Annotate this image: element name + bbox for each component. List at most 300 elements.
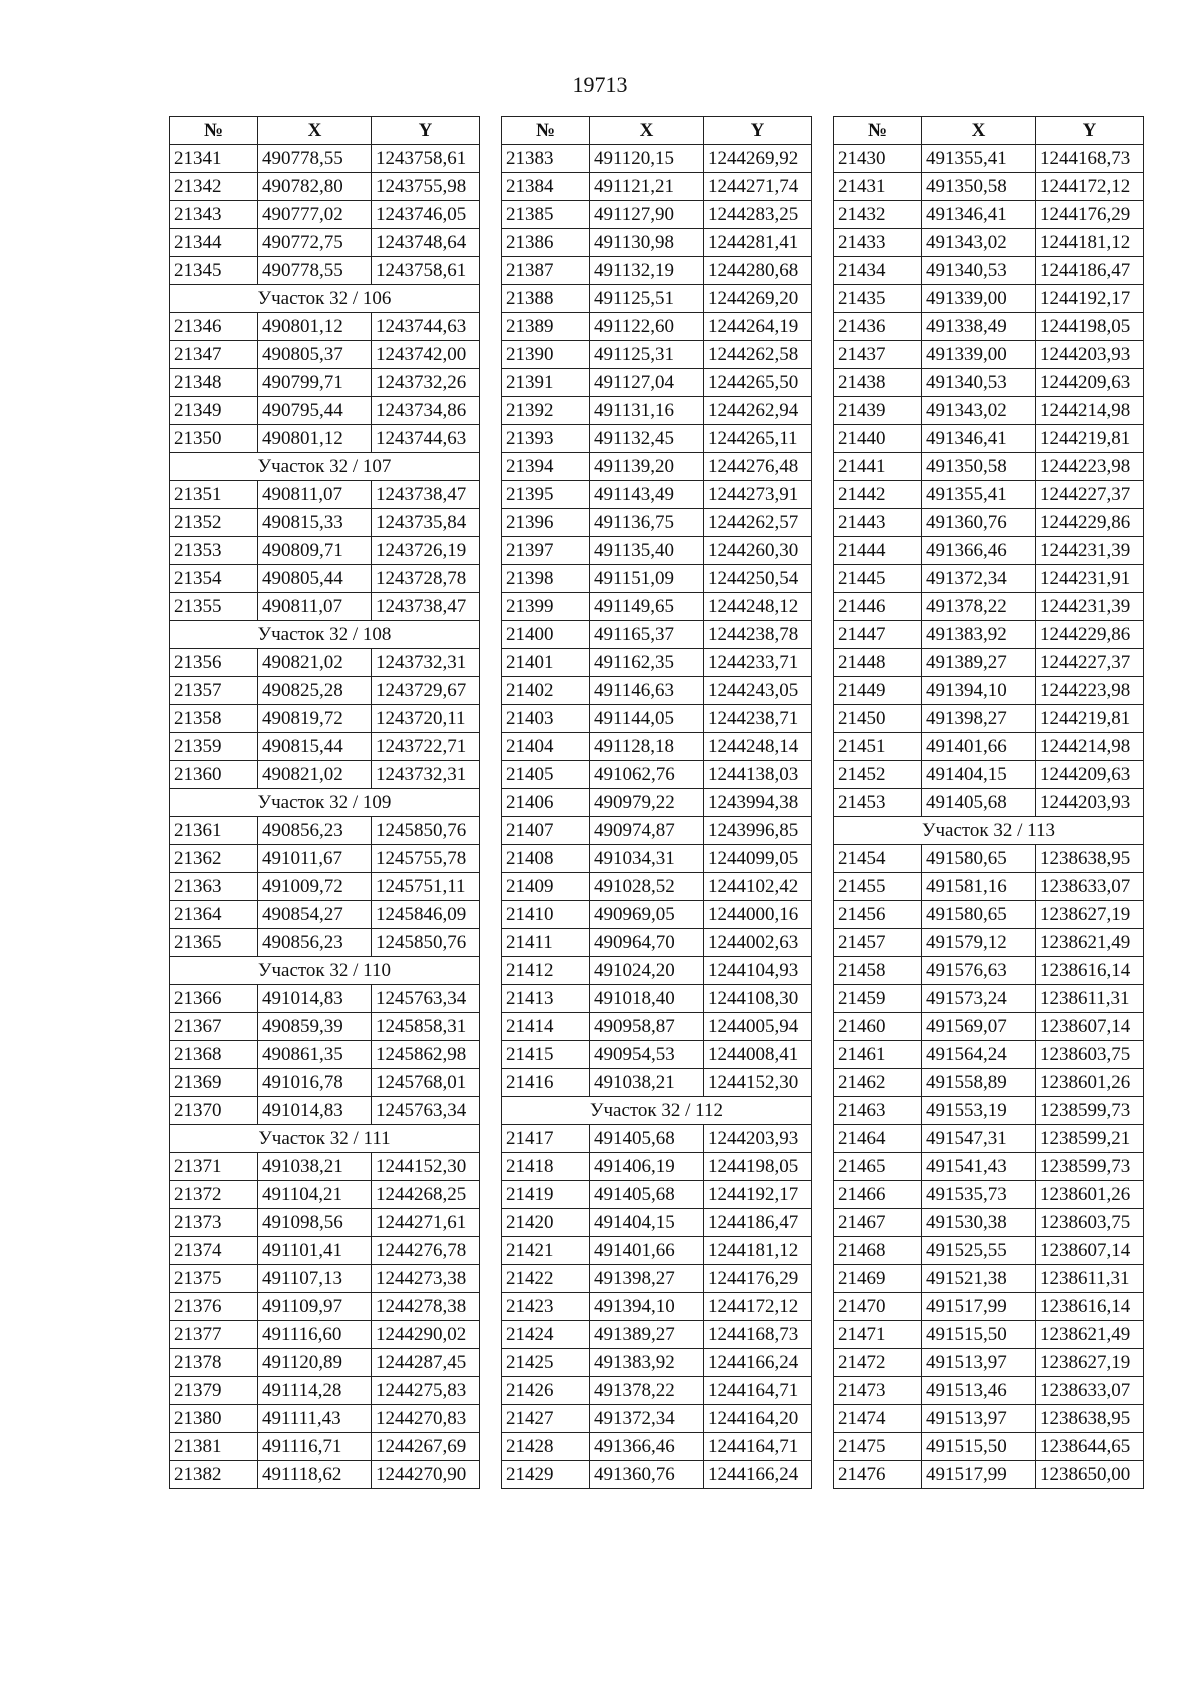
point-number-cell: 21410 — [502, 901, 590, 929]
x-coordinate-cell: 491130,98 — [590, 229, 704, 257]
x-coordinate-cell: 491144,05 — [590, 705, 704, 733]
header-x: X — [258, 117, 372, 145]
point-number-cell: 21355 — [170, 593, 258, 621]
x-coordinate-cell: 491151,09 — [590, 565, 704, 593]
x-coordinate-cell: 491517,99 — [922, 1461, 1036, 1489]
point-number-cell: 21361 — [170, 817, 258, 845]
x-coordinate-cell: 491541,43 — [922, 1153, 1036, 1181]
table-row — [502, 1125, 812, 1153]
point-number-cell: 21448 — [834, 649, 922, 677]
point-number-cell: 21419 — [502, 1181, 590, 1209]
section-title: Участок 32 / 109 — [170, 789, 480, 817]
table-row — [502, 733, 812, 761]
table-row — [834, 537, 1144, 565]
table-row — [834, 1209, 1144, 1237]
table-row — [170, 1433, 480, 1461]
table-row — [170, 145, 480, 173]
x-coordinate-cell: 490825,28 — [258, 677, 372, 705]
point-number-cell: 21372 — [170, 1181, 258, 1209]
point-number-cell: 21432 — [834, 201, 922, 229]
table-row — [170, 985, 480, 1013]
table-row — [502, 1461, 812, 1489]
point-number-cell: 21368 — [170, 1041, 258, 1069]
table-row — [170, 901, 480, 929]
point-number-cell: 21474 — [834, 1405, 922, 1433]
y-coordinate-cell: 1244219,81 — [1036, 705, 1144, 733]
y-coordinate-cell: 1244265,50 — [704, 369, 812, 397]
point-number-cell: 21353 — [170, 537, 258, 565]
point-number-cell: 21433 — [834, 229, 922, 257]
x-coordinate-cell: 491120,15 — [590, 145, 704, 173]
table-row — [502, 145, 812, 173]
header-x: X — [590, 117, 704, 145]
table-row — [502, 565, 812, 593]
table-row — [170, 565, 480, 593]
point-number-cell: 21413 — [502, 985, 590, 1013]
table-row — [834, 1013, 1144, 1041]
table-row — [502, 1209, 812, 1237]
y-coordinate-cell: 1243732,26 — [372, 369, 480, 397]
y-coordinate-cell: 1244192,17 — [704, 1181, 812, 1209]
point-number-cell: 21444 — [834, 537, 922, 565]
y-coordinate-cell: 1244181,12 — [704, 1237, 812, 1265]
table-row — [170, 929, 480, 957]
y-coordinate-cell: 1238638,95 — [1036, 845, 1144, 873]
x-coordinate-cell: 490809,71 — [258, 537, 372, 565]
x-coordinate-cell: 490811,07 — [258, 593, 372, 621]
table-row — [502, 313, 812, 341]
y-coordinate-cell: 1243722,71 — [372, 733, 480, 761]
point-number-cell: 21377 — [170, 1321, 258, 1349]
point-number-cell: 21381 — [170, 1433, 258, 1461]
x-coordinate-cell: 490974,87 — [590, 817, 704, 845]
point-number-cell: 21475 — [834, 1433, 922, 1461]
point-number-cell: 21402 — [502, 677, 590, 705]
x-coordinate-cell: 491366,46 — [922, 537, 1036, 565]
y-coordinate-cell: 1238633,07 — [1036, 1377, 1144, 1405]
table-row — [834, 565, 1144, 593]
y-coordinate-cell: 1243734,86 — [372, 397, 480, 425]
header-y: Y — [372, 117, 480, 145]
y-coordinate-cell: 1244229,86 — [1036, 509, 1144, 537]
section-row — [170, 453, 480, 481]
x-coordinate-cell: 490859,39 — [258, 1013, 372, 1041]
y-coordinate-cell: 1238599,21 — [1036, 1125, 1144, 1153]
y-coordinate-cell: 1244186,47 — [1036, 257, 1144, 285]
section-title: Участок 32 / 108 — [170, 621, 480, 649]
table-row — [834, 341, 1144, 369]
table-row — [834, 761, 1144, 789]
point-number-cell: 21382 — [170, 1461, 258, 1489]
point-number-cell: 21454 — [834, 845, 922, 873]
x-coordinate-cell: 490964,70 — [590, 929, 704, 957]
x-coordinate-cell: 491513,97 — [922, 1405, 1036, 1433]
y-coordinate-cell: 1243746,05 — [372, 201, 480, 229]
header-number: № — [834, 117, 922, 145]
y-coordinate-cell: 1244152,30 — [372, 1153, 480, 1181]
y-coordinate-cell: 1244203,93 — [1036, 341, 1144, 369]
y-coordinate-cell: 1244269,20 — [704, 285, 812, 313]
y-coordinate-cell: 1244283,25 — [704, 201, 812, 229]
x-coordinate-cell: 491530,38 — [922, 1209, 1036, 1237]
point-number-cell: 21428 — [502, 1433, 590, 1461]
table-row — [834, 985, 1144, 1013]
table-row — [502, 1293, 812, 1321]
y-coordinate-cell: 1244164,71 — [704, 1377, 812, 1405]
coordinates-table-2 — [501, 116, 812, 1489]
table-row — [502, 1237, 812, 1265]
table-row — [502, 957, 812, 985]
y-coordinate-cell: 1244238,71 — [704, 705, 812, 733]
x-coordinate-cell: 491378,22 — [922, 593, 1036, 621]
y-coordinate-cell: 1244138,03 — [704, 761, 812, 789]
y-coordinate-cell: 1238601,26 — [1036, 1181, 1144, 1209]
table-row — [502, 649, 812, 677]
y-coordinate-cell: 1244168,73 — [704, 1321, 812, 1349]
y-coordinate-cell: 1244271,74 — [704, 173, 812, 201]
x-coordinate-cell: 491116,60 — [258, 1321, 372, 1349]
y-coordinate-cell: 1244231,39 — [1036, 537, 1144, 565]
x-coordinate-cell: 490782,80 — [258, 173, 372, 201]
x-coordinate-cell: 491525,55 — [922, 1237, 1036, 1265]
x-coordinate-cell: 491122,60 — [590, 313, 704, 341]
x-coordinate-cell: 491580,65 — [922, 901, 1036, 929]
point-number-cell: 21472 — [834, 1349, 922, 1377]
x-coordinate-cell: 490801,12 — [258, 313, 372, 341]
x-coordinate-cell: 491146,63 — [590, 677, 704, 705]
table-row — [834, 509, 1144, 537]
x-coordinate-cell: 491579,12 — [922, 929, 1036, 957]
table-row — [834, 677, 1144, 705]
y-coordinate-cell: 1238621,49 — [1036, 929, 1144, 957]
table-row — [502, 397, 812, 425]
point-number-cell: 21390 — [502, 341, 590, 369]
section-row — [502, 1097, 812, 1125]
table-row — [502, 173, 812, 201]
point-number-cell: 21364 — [170, 901, 258, 929]
header-number: № — [170, 117, 258, 145]
y-coordinate-cell: 1244203,93 — [704, 1125, 812, 1153]
point-number-cell: 21465 — [834, 1153, 922, 1181]
y-coordinate-cell: 1244203,93 — [1036, 789, 1144, 817]
y-coordinate-cell: 1244168,73 — [1036, 145, 1144, 173]
x-coordinate-cell: 491339,00 — [922, 285, 1036, 313]
table-row — [834, 1181, 1144, 1209]
table-row — [170, 341, 480, 369]
x-coordinate-cell: 491162,35 — [590, 649, 704, 677]
point-number-cell: 21430 — [834, 145, 922, 173]
x-coordinate-cell: 491569,07 — [922, 1013, 1036, 1041]
table-row — [834, 1237, 1144, 1265]
y-coordinate-cell: 1243738,47 — [372, 481, 480, 509]
point-number-cell: 21385 — [502, 201, 590, 229]
x-coordinate-cell: 490805,44 — [258, 565, 372, 593]
table-row — [502, 901, 812, 929]
table-row — [834, 845, 1144, 873]
y-coordinate-cell: 1244008,41 — [704, 1041, 812, 1069]
x-coordinate-cell: 491109,97 — [258, 1293, 372, 1321]
point-number-cell: 21347 — [170, 341, 258, 369]
point-number-cell: 21342 — [170, 173, 258, 201]
x-coordinate-cell: 491125,31 — [590, 341, 704, 369]
y-coordinate-cell: 1244000,16 — [704, 901, 812, 929]
table-row — [170, 425, 480, 453]
y-coordinate-cell: 1238650,00 — [1036, 1461, 1144, 1489]
point-number-cell: 21426 — [502, 1377, 590, 1405]
x-coordinate-cell: 491360,76 — [922, 509, 1036, 537]
point-number-cell: 21442 — [834, 481, 922, 509]
point-number-cell: 21436 — [834, 313, 922, 341]
point-number-cell: 21393 — [502, 425, 590, 453]
x-coordinate-cell: 491014,83 — [258, 985, 372, 1013]
x-coordinate-cell: 491580,65 — [922, 845, 1036, 873]
y-coordinate-cell: 1244164,20 — [704, 1405, 812, 1433]
table-row — [834, 145, 1144, 173]
x-coordinate-cell: 491372,34 — [922, 565, 1036, 593]
y-coordinate-cell: 1238616,14 — [1036, 957, 1144, 985]
point-number-cell: 21399 — [502, 593, 590, 621]
table-row — [502, 1265, 812, 1293]
y-coordinate-cell: 1244198,05 — [1036, 313, 1144, 341]
table-row — [170, 873, 480, 901]
y-coordinate-cell: 1244278,38 — [372, 1293, 480, 1321]
y-coordinate-cell: 1245850,76 — [372, 929, 480, 957]
y-coordinate-cell: 1238638,95 — [1036, 1405, 1144, 1433]
point-number-cell: 21405 — [502, 761, 590, 789]
table-row — [170, 1097, 480, 1125]
point-number-cell: 21461 — [834, 1041, 922, 1069]
x-coordinate-cell: 491405,68 — [590, 1181, 704, 1209]
point-number-cell: 21394 — [502, 453, 590, 481]
point-number-cell: 21404 — [502, 733, 590, 761]
point-number-cell: 21440 — [834, 425, 922, 453]
x-coordinate-cell: 491406,19 — [590, 1153, 704, 1181]
x-coordinate-cell: 491553,19 — [922, 1097, 1036, 1125]
point-number-cell: 21384 — [502, 173, 590, 201]
y-coordinate-cell: 1244265,11 — [704, 425, 812, 453]
point-number-cell: 21427 — [502, 1405, 590, 1433]
y-coordinate-cell: 1244102,42 — [704, 873, 812, 901]
y-coordinate-cell: 1244223,98 — [1036, 453, 1144, 481]
x-coordinate-cell: 491360,76 — [590, 1461, 704, 1489]
y-coordinate-cell: 1244229,86 — [1036, 621, 1144, 649]
y-coordinate-cell: 1244192,17 — [1036, 285, 1144, 313]
coordinates-table-3 — [833, 116, 1144, 1489]
x-coordinate-cell: 491346,41 — [922, 201, 1036, 229]
point-number-cell: 21376 — [170, 1293, 258, 1321]
point-number-cell: 21373 — [170, 1209, 258, 1237]
point-number-cell: 21380 — [170, 1405, 258, 1433]
table-row — [502, 369, 812, 397]
x-coordinate-cell: 491350,58 — [922, 453, 1036, 481]
y-coordinate-cell: 1244273,91 — [704, 481, 812, 509]
table-row — [834, 173, 1144, 201]
x-coordinate-cell: 490801,12 — [258, 425, 372, 453]
y-coordinate-cell: 1243744,63 — [372, 313, 480, 341]
point-number-cell: 21374 — [170, 1237, 258, 1265]
point-number-cell: 21438 — [834, 369, 922, 397]
point-number-cell: 21421 — [502, 1237, 590, 1265]
y-coordinate-cell: 1244250,54 — [704, 565, 812, 593]
x-coordinate-cell: 491366,46 — [590, 1433, 704, 1461]
y-coordinate-cell: 1243728,78 — [372, 565, 480, 593]
x-coordinate-cell: 491009,72 — [258, 873, 372, 901]
x-coordinate-cell: 491011,67 — [258, 845, 372, 873]
y-coordinate-cell: 1244269,92 — [704, 145, 812, 173]
point-number-cell: 21464 — [834, 1125, 922, 1153]
point-number-cell: 21449 — [834, 677, 922, 705]
point-number-cell: 21403 — [502, 705, 590, 733]
point-number-cell: 21447 — [834, 621, 922, 649]
point-number-cell: 21365 — [170, 929, 258, 957]
table-row — [170, 705, 480, 733]
y-coordinate-cell: 1243755,98 — [372, 173, 480, 201]
point-number-cell: 21392 — [502, 397, 590, 425]
y-coordinate-cell: 1238616,14 — [1036, 1293, 1144, 1321]
x-coordinate-cell: 491116,71 — [258, 1433, 372, 1461]
point-number-cell: 21476 — [834, 1461, 922, 1489]
table-row — [170, 229, 480, 257]
x-coordinate-cell: 491132,19 — [590, 257, 704, 285]
y-coordinate-cell: 1238607,14 — [1036, 1013, 1144, 1041]
point-number-cell: 21341 — [170, 145, 258, 173]
y-coordinate-cell: 1244219,81 — [1036, 425, 1144, 453]
x-coordinate-cell: 491372,34 — [590, 1405, 704, 1433]
x-coordinate-cell: 491401,66 — [922, 733, 1036, 761]
x-coordinate-cell: 491340,53 — [922, 369, 1036, 397]
point-number-cell: 21379 — [170, 1377, 258, 1405]
table-row — [502, 1181, 812, 1209]
x-coordinate-cell: 491149,65 — [590, 593, 704, 621]
x-coordinate-cell: 491394,10 — [922, 677, 1036, 705]
section-title: Участок 32 / 106 — [170, 285, 480, 313]
y-coordinate-cell: 1244264,19 — [704, 313, 812, 341]
y-coordinate-cell: 1238627,19 — [1036, 1349, 1144, 1377]
x-coordinate-cell: 490772,75 — [258, 229, 372, 257]
point-number-cell: 21397 — [502, 537, 590, 565]
point-number-cell: 21456 — [834, 901, 922, 929]
y-coordinate-cell: 1238644,65 — [1036, 1433, 1144, 1461]
table-row — [502, 201, 812, 229]
y-coordinate-cell: 1244248,12 — [704, 593, 812, 621]
point-number-cell: 21362 — [170, 845, 258, 873]
x-coordinate-cell: 491098,56 — [258, 1209, 372, 1237]
x-coordinate-cell: 491111,43 — [258, 1405, 372, 1433]
x-coordinate-cell: 491404,15 — [590, 1209, 704, 1237]
point-number-cell: 21375 — [170, 1265, 258, 1293]
table-row — [834, 873, 1144, 901]
x-coordinate-cell: 491340,53 — [922, 257, 1036, 285]
x-coordinate-cell: 491104,21 — [258, 1181, 372, 1209]
y-coordinate-cell: 1245846,09 — [372, 901, 480, 929]
table-row — [502, 1041, 812, 1069]
x-coordinate-cell: 491024,20 — [590, 957, 704, 985]
x-coordinate-cell: 490815,33 — [258, 509, 372, 537]
point-number-cell: 21371 — [170, 1153, 258, 1181]
table-row — [170, 201, 480, 229]
point-number-cell: 21469 — [834, 1265, 922, 1293]
x-coordinate-cell: 491127,90 — [590, 201, 704, 229]
y-coordinate-cell: 1244181,12 — [1036, 229, 1144, 257]
point-number-cell: 21354 — [170, 565, 258, 593]
y-coordinate-cell: 1245768,01 — [372, 1069, 480, 1097]
y-coordinate-cell: 1244262,94 — [704, 397, 812, 425]
table-row — [834, 1405, 1144, 1433]
table-row — [170, 649, 480, 677]
x-coordinate-cell: 491038,21 — [590, 1069, 704, 1097]
table-row — [834, 1125, 1144, 1153]
x-coordinate-cell: 491132,45 — [590, 425, 704, 453]
point-number-cell: 21383 — [502, 145, 590, 173]
section-title: Участок 32 / 107 — [170, 453, 480, 481]
y-coordinate-cell: 1244209,63 — [1036, 369, 1144, 397]
table-row — [170, 1293, 480, 1321]
table-row — [170, 369, 480, 397]
x-coordinate-cell: 491101,41 — [258, 1237, 372, 1265]
point-number-cell: 21356 — [170, 649, 258, 677]
point-number-cell: 21441 — [834, 453, 922, 481]
y-coordinate-cell: 1244227,37 — [1036, 649, 1144, 677]
point-number-cell: 21429 — [502, 1461, 590, 1489]
x-coordinate-cell: 490778,55 — [258, 257, 372, 285]
y-coordinate-cell: 1238611,31 — [1036, 1265, 1144, 1293]
table-row — [170, 1153, 480, 1181]
x-coordinate-cell: 491398,27 — [922, 705, 1036, 733]
point-number-cell: 21388 — [502, 285, 590, 313]
y-coordinate-cell: 1244172,12 — [1036, 173, 1144, 201]
point-number-cell: 21351 — [170, 481, 258, 509]
table-row — [834, 1349, 1144, 1377]
x-coordinate-cell: 490799,71 — [258, 369, 372, 397]
x-coordinate-cell: 491062,76 — [590, 761, 704, 789]
x-coordinate-cell: 491378,22 — [590, 1377, 704, 1405]
x-coordinate-cell: 491401,66 — [590, 1237, 704, 1265]
coordinates-table-1 — [169, 116, 480, 1489]
y-coordinate-cell: 1244262,57 — [704, 509, 812, 537]
y-coordinate-cell: 1244198,05 — [704, 1153, 812, 1181]
table-row — [170, 761, 480, 789]
table-row — [502, 929, 812, 957]
y-coordinate-cell: 1244005,94 — [704, 1013, 812, 1041]
table-row — [170, 1405, 480, 1433]
table-row — [834, 957, 1144, 985]
x-coordinate-cell: 491343,02 — [922, 397, 1036, 425]
y-coordinate-cell: 1244214,98 — [1036, 733, 1144, 761]
point-number-cell: 21473 — [834, 1377, 922, 1405]
point-number-cell: 21378 — [170, 1349, 258, 1377]
header-y: Y — [1036, 117, 1144, 145]
point-number-cell: 21349 — [170, 397, 258, 425]
x-coordinate-cell: 490811,07 — [258, 481, 372, 509]
x-coordinate-cell: 491576,63 — [922, 957, 1036, 985]
y-coordinate-cell: 1245858,31 — [372, 1013, 480, 1041]
x-coordinate-cell: 491128,18 — [590, 733, 704, 761]
point-number-cell: 21395 — [502, 481, 590, 509]
x-coordinate-cell: 490969,05 — [590, 901, 704, 929]
x-coordinate-cell: 491338,49 — [922, 313, 1036, 341]
table-row — [502, 341, 812, 369]
x-coordinate-cell: 491394,10 — [590, 1293, 704, 1321]
x-coordinate-cell: 490856,23 — [258, 929, 372, 957]
point-number-cell: 21407 — [502, 817, 590, 845]
table-row — [170, 481, 480, 509]
table-row — [170, 509, 480, 537]
table-row — [170, 733, 480, 761]
point-number-cell: 21386 — [502, 229, 590, 257]
point-number-cell: 21452 — [834, 761, 922, 789]
y-coordinate-cell: 1244164,71 — [704, 1433, 812, 1461]
y-coordinate-cell: 1244227,37 — [1036, 481, 1144, 509]
